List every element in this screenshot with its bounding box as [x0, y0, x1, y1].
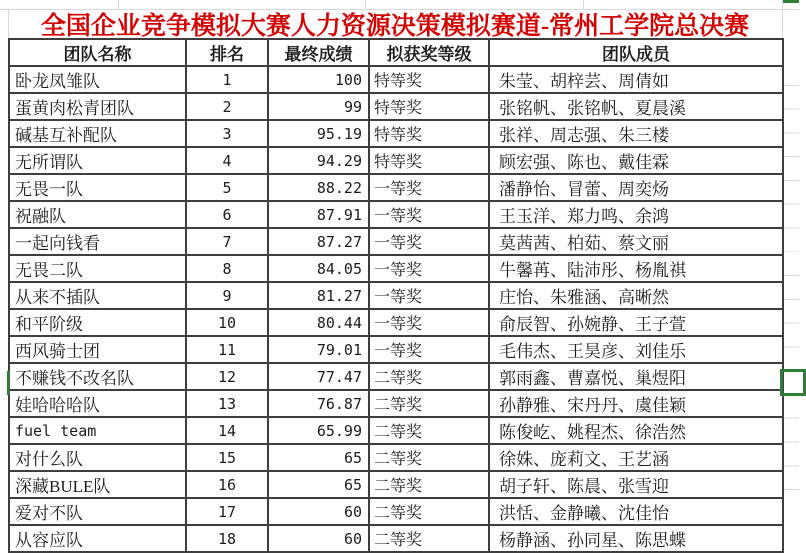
cell-team-name[interactable]: 从容应队: [9, 525, 186, 552]
cell-members[interactable]: 郭雨鑫、曹嘉悦、巢煜阳: [489, 363, 783, 390]
table-row: [9, 228, 783, 255]
cell-rank[interactable]: 15: [186, 444, 268, 471]
cell-score[interactable]: 77.47: [268, 363, 369, 390]
table-row: [9, 174, 783, 201]
cell-rank[interactable]: 14: [186, 417, 268, 444]
table-row: [9, 93, 783, 120]
cell-award[interactable]: 一等奖: [369, 174, 489, 201]
cell-award[interactable]: 特等奖: [369, 147, 489, 174]
cell-team-name[interactable]: 娃哈哈哈队: [9, 390, 186, 417]
cell-team-name[interactable]: 对什么队: [9, 444, 186, 471]
cell-award[interactable]: 二等奖: [369, 417, 489, 444]
table-row: [9, 390, 783, 417]
cell-rank[interactable]: 2: [186, 93, 268, 120]
cell-rank[interactable]: 7: [186, 228, 268, 255]
cell-team-name[interactable]: 爱对不队: [9, 498, 186, 525]
cell-members[interactable]: 王玉洋、郑力鸣、余鸿: [489, 201, 783, 228]
cell-score[interactable]: 94.29: [268, 147, 369, 174]
cell-rank[interactable]: 3: [186, 120, 268, 147]
cell-rank[interactable]: 9: [186, 282, 268, 309]
table-row: [9, 309, 783, 336]
cell-team-name[interactable]: 从来不插队: [9, 282, 186, 309]
cell-score[interactable]: 81.27: [268, 282, 369, 309]
cell-rank[interactable]: 16: [186, 471, 268, 498]
cell-rank[interactable]: 10: [186, 309, 268, 336]
cell-members[interactable]: 洪恬、金静曦、沈佳怡: [489, 498, 783, 525]
selected-cell-outline[interactable]: [780, 369, 806, 396]
cell-members[interactable]: 潘静怡、冒蕾、周奕炀: [489, 174, 783, 201]
cell-rank[interactable]: 1: [186, 66, 268, 93]
header-row: [9, 39, 783, 66]
cell-award[interactable]: 一等奖: [369, 228, 489, 255]
cell-team-name[interactable]: 西风骑士团: [9, 336, 186, 363]
column-header-rank[interactable]: 排名: [186, 39, 268, 66]
cell-award[interactable]: 特等奖: [369, 66, 489, 93]
cell-score[interactable]: 84.05: [268, 255, 369, 282]
table-row: [9, 525, 783, 552]
cell-award[interactable]: 二等奖: [369, 390, 489, 417]
cell-team-name[interactable]: 无畏二队: [9, 255, 186, 282]
cell-members[interactable]: 朱莹、胡梓芸、周倩如: [489, 66, 783, 93]
table-row: [9, 147, 783, 174]
sheet-title-cell[interactable]: 全国企业竞争模拟大赛人力资源决策模拟赛道-常州工学院总决赛: [40, 12, 750, 40]
cell-rank[interactable]: 5: [186, 174, 268, 201]
cell-rank[interactable]: 4: [186, 147, 268, 174]
cell-team-name[interactable]: 不赚钱不改名队: [9, 363, 186, 390]
cell-members[interactable]: 牛馨苒、陆沛彤、杨胤祺: [489, 255, 783, 282]
cell-award[interactable]: 二等奖: [369, 471, 489, 498]
cell-award[interactable]: 一等奖: [369, 255, 489, 282]
cell-award[interactable]: 二等奖: [369, 498, 489, 525]
table-row: [9, 255, 783, 282]
cell-rank[interactable]: 13: [186, 390, 268, 417]
cell-score[interactable]: 60: [268, 498, 369, 525]
cell-rank[interactable]: 6: [186, 201, 268, 228]
table-row: [9, 336, 783, 363]
cell-rank[interactable]: 12: [186, 363, 268, 390]
cell-score[interactable]: 65: [268, 471, 369, 498]
cell-members[interactable]: 张祥、周志强、朱三楼: [489, 120, 783, 147]
cell-award[interactable]: 一等奖: [369, 309, 489, 336]
cell-team-name[interactable]: fuel team: [9, 417, 186, 444]
cell-award[interactable]: 二等奖: [369, 363, 489, 390]
cell-score[interactable]: 95.19: [268, 120, 369, 147]
cell-rank[interactable]: 8: [186, 255, 268, 282]
cell-members[interactable]: 庄怡、朱雅涵、高晰然: [489, 282, 783, 309]
cell-score[interactable]: 60: [268, 525, 369, 552]
table-row: [9, 120, 783, 147]
column-header-score[interactable]: 最终成绩: [268, 39, 369, 66]
cell-members[interactable]: 张铭帆、张铭帆、夏晨溪: [489, 93, 783, 120]
cell-rank[interactable]: 11: [186, 336, 268, 363]
empty-sheet-column-gridlines: [784, 62, 799, 492]
cell-score[interactable]: 76.87: [268, 390, 369, 417]
cell-members[interactable]: 顾宏强、陈也、戴佳霖: [489, 147, 783, 174]
table-row: [9, 363, 783, 390]
cell-award[interactable]: 特等奖: [369, 120, 489, 147]
cell-award[interactable]: 一等奖: [369, 282, 489, 309]
cell-score[interactable]: 65.99: [268, 417, 369, 444]
cell-score[interactable]: 87.91: [268, 201, 369, 228]
cell-members[interactable]: 孙静雅、宋丹丹、虞佳颖: [489, 390, 783, 417]
column-header-members[interactable]: 团队成员: [489, 39, 783, 66]
cell-team-name[interactable]: 一起向钱看: [9, 228, 186, 255]
cell-members[interactable]: 莫茜茜、柏茹、蔡文丽: [489, 228, 783, 255]
table-row: [9, 444, 783, 471]
cell-score[interactable]: 88.22: [268, 174, 369, 201]
selected-column-header-indicator: [783, 0, 799, 3]
cell-team-name[interactable]: 蛋黄肉松青团队: [9, 93, 186, 120]
table-body: [9, 66, 783, 552]
cell-score[interactable]: 87.27: [268, 228, 369, 255]
table-row: [9, 471, 783, 498]
cell-rank[interactable]: 17: [186, 498, 268, 525]
cell-team-name[interactable]: 无所谓队: [9, 147, 186, 174]
selected-row-header-indicator: [7, 371, 10, 395]
cell-award[interactable]: 二等奖: [369, 525, 489, 552]
column-header-award-tier[interactable]: 拟获奖等级: [369, 39, 489, 66]
cell-members[interactable]: 杨静涵、孙同星、陈思蝶: [489, 525, 783, 552]
cell-score[interactable]: 100: [268, 66, 369, 93]
cell-rank[interactable]: 18: [186, 525, 268, 552]
cell-team-name[interactable]: 卧龙凤雏队: [9, 66, 186, 93]
cell-team-name[interactable]: 祝融队: [9, 201, 186, 228]
cell-award[interactable]: 二等奖: [369, 444, 489, 471]
cell-members[interactable]: 毛伟杰、王昊彦、刘佳乐: [489, 336, 783, 363]
table-row: [9, 282, 783, 309]
cell-members[interactable]: 徐姝、庞莉文、王艺涵: [489, 444, 783, 471]
cell-award[interactable]: 一等奖: [369, 336, 489, 363]
cell-team-name[interactable]: 无畏一队: [9, 174, 186, 201]
cell-award[interactable]: 特等奖: [369, 93, 489, 120]
cell-team-name[interactable]: 和平阶级: [9, 309, 186, 336]
cell-members[interactable]: 陈俊屹、姚程杰、徐浩然: [489, 417, 783, 444]
cell-score[interactable]: 65: [268, 444, 369, 471]
table-row: [9, 417, 783, 444]
cell-team-name[interactable]: 碱基互补配队: [9, 120, 186, 147]
cell-members[interactable]: 俞辰智、孙婉静、王子萱: [489, 309, 783, 336]
column-header-team-name[interactable]: 团队名称: [9, 39, 186, 66]
cell-score[interactable]: 80.44: [268, 309, 369, 336]
table-row: [9, 201, 783, 228]
table-row: [9, 66, 783, 93]
results-table: [8, 38, 784, 553]
gridline: [782, 0, 783, 38]
cell-award[interactable]: 一等奖: [369, 201, 489, 228]
cell-team-name[interactable]: 深藏BULE队: [9, 471, 186, 498]
cell-score[interactable]: 99: [268, 93, 369, 120]
cell-score[interactable]: 79.01: [268, 336, 369, 363]
cell-members[interactable]: 胡子轩、陈晨、张雪迎: [489, 471, 783, 498]
table-row: [9, 498, 783, 525]
